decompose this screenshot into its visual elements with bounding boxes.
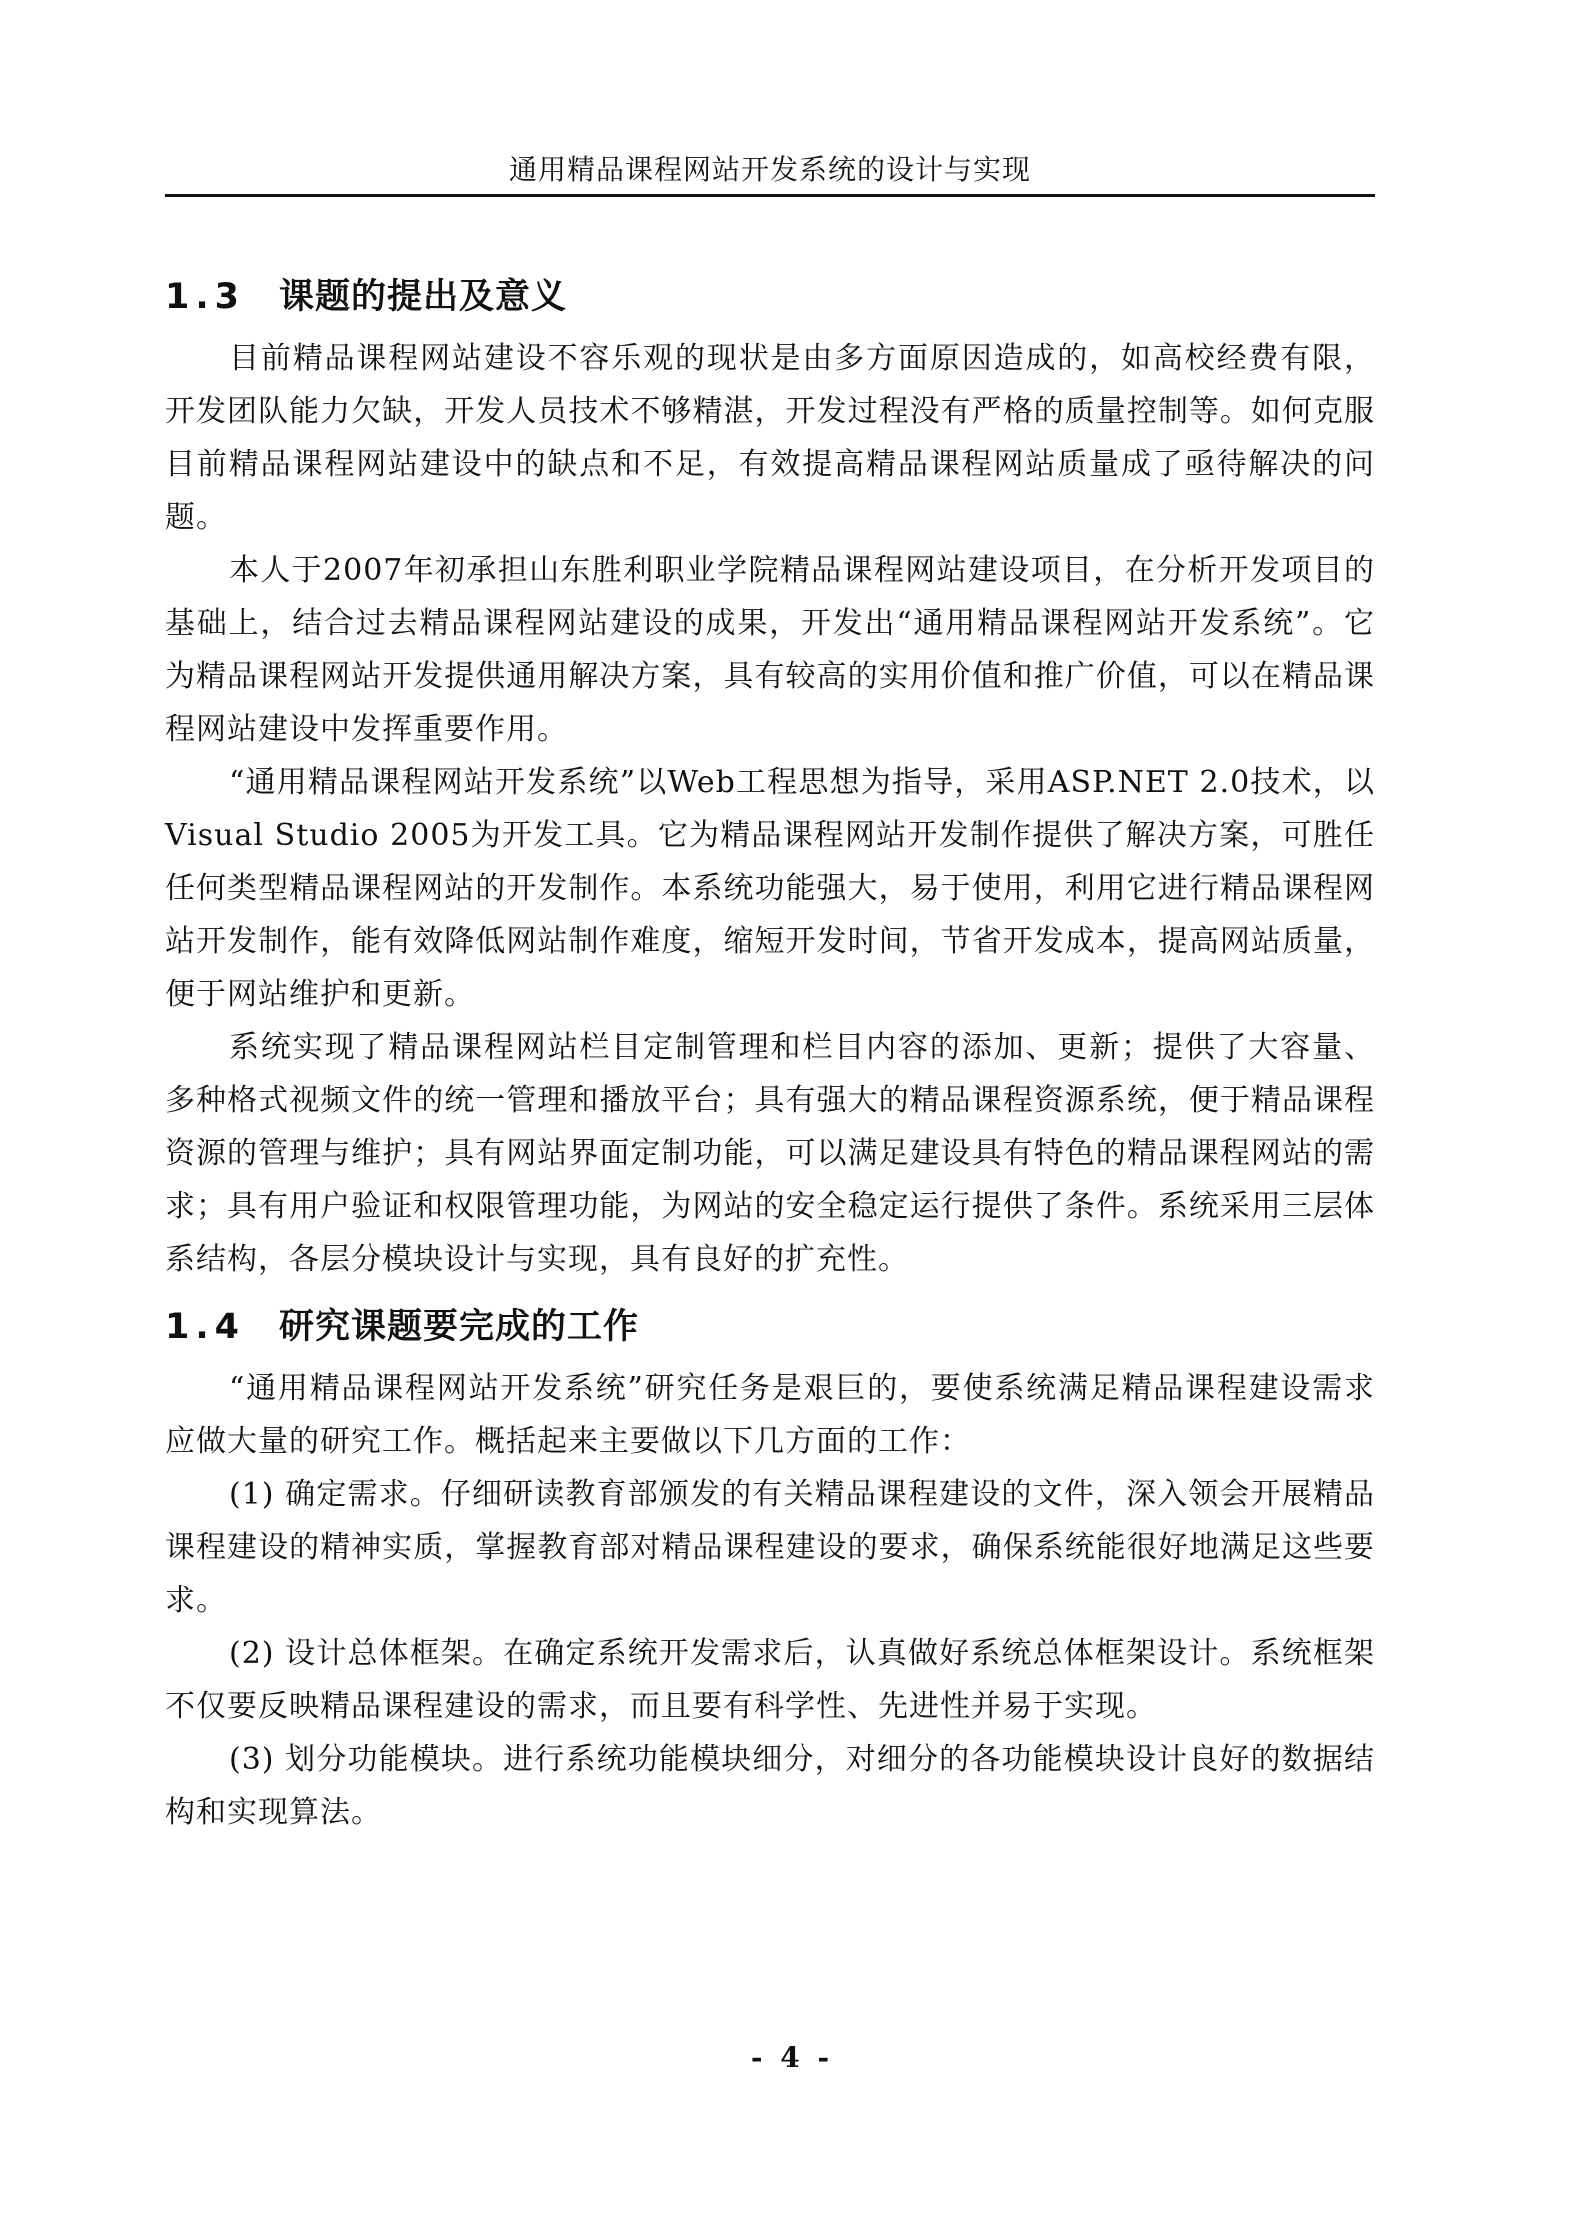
list-item: (2) 设计总体框架。在确定系统开发需求后，认真做好系统总体框架设计。系统框架不仅要反映精品课程建设的需求，而且要有科学性、先进性并易于实现。 (165, 1636, 1375, 1724)
paragraph: “通用精品课程网站开发系统”研究任务是艰巨的，要使系统满足精品课程建设需求应做大量的研究工作。概括起来主要做以下几方面的工作： (165, 1371, 1375, 1459)
section-number: 1.3 (165, 277, 246, 317)
running-header: 通用精品课程网站开发系统的设计与实现 (508, 153, 1031, 186)
paragraph: 系统实现了精品课程网站栏目定制管理和栏目内容的添加、更新；提供了大容量、多种格式视频文件的统一管理和播放平台；具有强大的精品课程资源系统，便于精品课程资源的管理与维护；具有网站界面定制功能，可以满足建设具有特色的精品课程网站的需求；具有用户验证和权限管理功能，为网站的安全稳定运行提供了条件。系统采用三层体系结构，各层分模块设计与实现，具有良好的扩充性。 (165, 1030, 1375, 1277)
list-item: (3) 划分功能模块。进行系统功能模块细分，对细分的各功能模块设计良好的数据结构和实现算法。 (165, 1742, 1375, 1830)
section-number: 1.4 (165, 1307, 246, 1347)
page-content (165, 270, 1375, 1839)
section-title: 课题的提出及意义 (279, 277, 568, 317)
page-number: - 4 - (750, 2041, 834, 2074)
section-heading (165, 1300, 1375, 1354)
section-1-4 (165, 1300, 1375, 1839)
paragraph: 目前精品课程网站建设不容乐观的现状是由多方面原因造成的，如高校经费有限，开发团队能力欠缺，开发人员技术不够精湛，开发过程没有严格的质量控制等。如何克服目前精品课程网站建设中的缺点和不足，有效提高精品课程网站质量成了亟待解决的问题。 (165, 341, 1375, 535)
section-heading (165, 270, 1375, 324)
header-rule (165, 194, 1375, 197)
list-item: (1) 确定需求。仔细研读教育部颁发的有关精品课程建设的文件，深入领会开展精品课程建设的精神实质，掌握教育部对精品课程建设的要求，确保系统能很好地满足这些要求。 (165, 1477, 1375, 1618)
section-title: 研究课题要完成的工作 (279, 1307, 640, 1347)
paragraph: “通用精品课程网站开发系统”以Web工程思想为指导，采用ASP.NET 2.0技术，以Visual Studio 2005为开发工具。它为精品课程网站开发制作提供了解决方案，可胜任任何类型精品课程网站的开发制作。本系统功能强大，易于使用，利用它进行精品课程网站开发制作，能有效降低网站制作难度，缩短开发时间，节省开发成本，提高网站质量，便于网站维护和更新。 (165, 765, 1375, 1012)
paragraph: 本人于2007年初承担山东胜利职业学院精品课程网站建设项目，在分析开发项目的基础上，结合过去精品课程网站建设的成果，开发出“通用精品课程网站开发系统”。它为精品课程网站开发提供通用解决方案，具有较高的实用价值和推广价值，可以在精品课程网站建设中发挥重要作用。 (165, 553, 1375, 747)
section-1-3 (165, 270, 1375, 1286)
